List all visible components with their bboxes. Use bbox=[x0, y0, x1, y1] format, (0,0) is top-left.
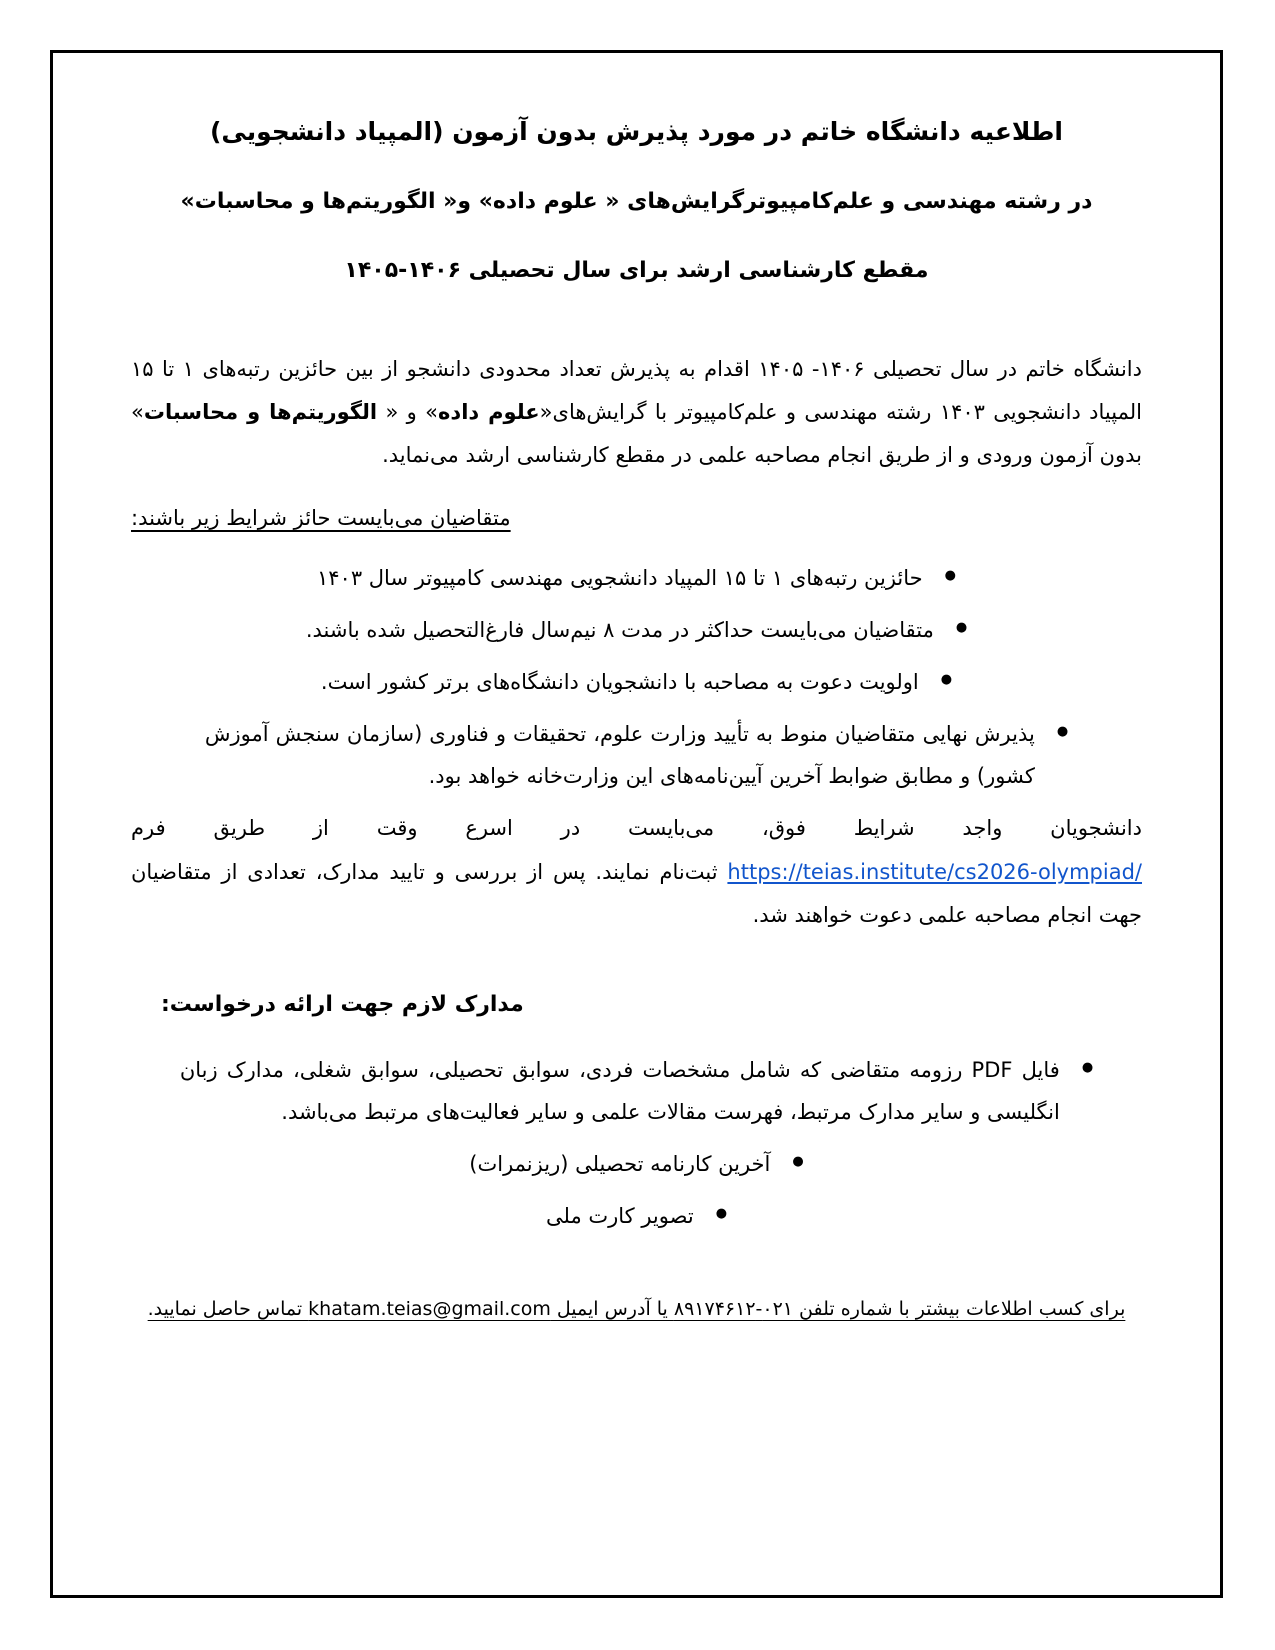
condition-item-text: حائزین رتبه‌های ۱ تا ۱۵ المپیاد دانشجویی مهندسی کامپیوتر سال ۱۴۰۳ bbox=[317, 566, 923, 591]
conditions-heading bbox=[131, 497, 1142, 539]
list-item bbox=[131, 1143, 1142, 1185]
document-item-transcript: آخرین کارنامه تحصیلی (ریزنمرات) bbox=[469, 1151, 771, 1176]
intro-bold-data-science: علوم داده bbox=[438, 400, 540, 425]
conditions-list bbox=[131, 557, 1142, 797]
condition-item-text: پذیرش نهایی متقاضیان منوط به تأیید وزارت علوم، تحقیقات و فناوری (سازمان سنجش آموزش کشور) و مطابق ضوابط آخرین آیین‌نامه‌های این وزارت‌خانه خواهد بود. bbox=[204, 722, 1035, 789]
contact-footer-after: تماس حاصل نمایید. bbox=[147, 1297, 309, 1320]
list-item bbox=[131, 661, 1142, 703]
conditions-heading-text: متقاضیان می‌بایست حائز شرایط زیر باشند: bbox=[131, 506, 511, 531]
intro-text-part1: دانشگاه خاتم در سال تحصیلی ۱۴۰۶- ۱۴۰۵ اقدام به پذیرش تعداد محدودی دانشجو از بین حائزین رتبه‌های ۱ تا ۱۵ المپیاد دانشجویی ۱۴۰۳ رشته مهندسی و علم‌کامپیوتر با گرایش‌های« bbox=[131, 357, 1142, 425]
bullet-dot-icon: ● bbox=[955, 620, 968, 636]
registration-text-after: ثبت‌نام نمایند. پس از بررسی و تایید مدارک، تعدادی از متقاضیان جهت انجام مصاحبه علمی دعوت خواهند شد. bbox=[131, 859, 1142, 927]
intro-text-part2: » و « bbox=[377, 400, 439, 425]
page-border-frame bbox=[50, 50, 1223, 1598]
bullet-dot-icon: ● bbox=[1081, 1059, 1094, 1075]
documents-list bbox=[131, 1049, 1142, 1237]
registration-text-before: دانشجویان واجد شرایط فوق، می‌بایست در اسرع وقت از طریق فرم bbox=[131, 816, 1142, 841]
list-item bbox=[131, 1195, 1142, 1237]
registration-form-link[interactable]: https://teias.institute/cs2026-olympiad/ bbox=[727, 859, 1142, 884]
intro-bold-algorithms: الگوریتم‌ها و محاسبات bbox=[143, 400, 378, 425]
document-subtitle-fields: در رشته مهندسی و علم‌کامپیوترگرایش‌های « علوم داده» و« الگوریتم‌ها و محاسبات» bbox=[180, 188, 1093, 214]
document-item-suffix: رزومه متقاضی که شامل مشخصات فردی، سوابق تحصیلی، سوابق شغلی، مدارک زبان انگلیسی و سایر مدارک مرتبط، فهرست مقالات علمی و سایر فعالیت‌های مرتبط می‌باشد. bbox=[179, 1057, 1060, 1124]
list-item bbox=[131, 1049, 1142, 1133]
bullet-dot-icon: ● bbox=[1056, 724, 1069, 740]
document-item-prefix: فایل bbox=[1012, 1057, 1060, 1082]
intro-text-part3: » بدون آزمون ورودی و از طریق انجام مصاحبه علمی در مقطع کارشناسی ارشد می‌نماید. bbox=[131, 400, 1142, 468]
title-block bbox=[131, 115, 1142, 286]
bullet-dot-icon: ● bbox=[792, 1153, 804, 1169]
condition-item-text: اولویت دعوت به مصاحبه با دانشجویان دانشگاه‌های برتر کشور است. bbox=[320, 670, 919, 695]
contact-footer-before: برای کسب اطلاعات بیشتر با شماره تلفن ۰۲۱-۸۹۱۷۴۶۱۲ یا آدرس ایمیل bbox=[550, 1297, 1126, 1320]
documents-heading: مدارک لازم جهت ارائه درخواست: bbox=[161, 991, 524, 1017]
bullet-dot-icon: ● bbox=[944, 568, 956, 584]
document-item-resume bbox=[180, 1049, 1060, 1133]
condition-item-text: متقاضیان می‌بایست حداکثر در مدت ۸ نیم‌سال فارغ‌التحصیل شده باشند. bbox=[305, 618, 934, 643]
list-item bbox=[131, 713, 1142, 797]
contact-email[interactable]: khatam.teias@gmail.com bbox=[308, 1297, 551, 1320]
contact-footer bbox=[131, 1291, 1142, 1327]
document-item-format-label: PDF bbox=[971, 1057, 1013, 1082]
bullet-dot-icon: ● bbox=[940, 672, 953, 688]
list-item bbox=[131, 609, 1142, 651]
registration-paragraph bbox=[131, 807, 1142, 936]
document-subtitle-year: مقطع کارشناسی ارشد برای سال تحصیلی ۱۴۰۶-۱۴۰۵ bbox=[344, 257, 929, 283]
intro-paragraph bbox=[131, 348, 1142, 477]
list-item bbox=[131, 557, 1142, 599]
bullet-dot-icon: ● bbox=[715, 1205, 728, 1221]
body-block bbox=[131, 348, 1142, 1326]
document-item-national-card: تصویر کارت ملی bbox=[545, 1203, 694, 1228]
page-title: اطلاعیه دانشگاه خاتم در مورد پذیرش بدون آزمون (المپیاد دانشجویی) bbox=[210, 117, 1063, 146]
page-content bbox=[53, 53, 1220, 1595]
